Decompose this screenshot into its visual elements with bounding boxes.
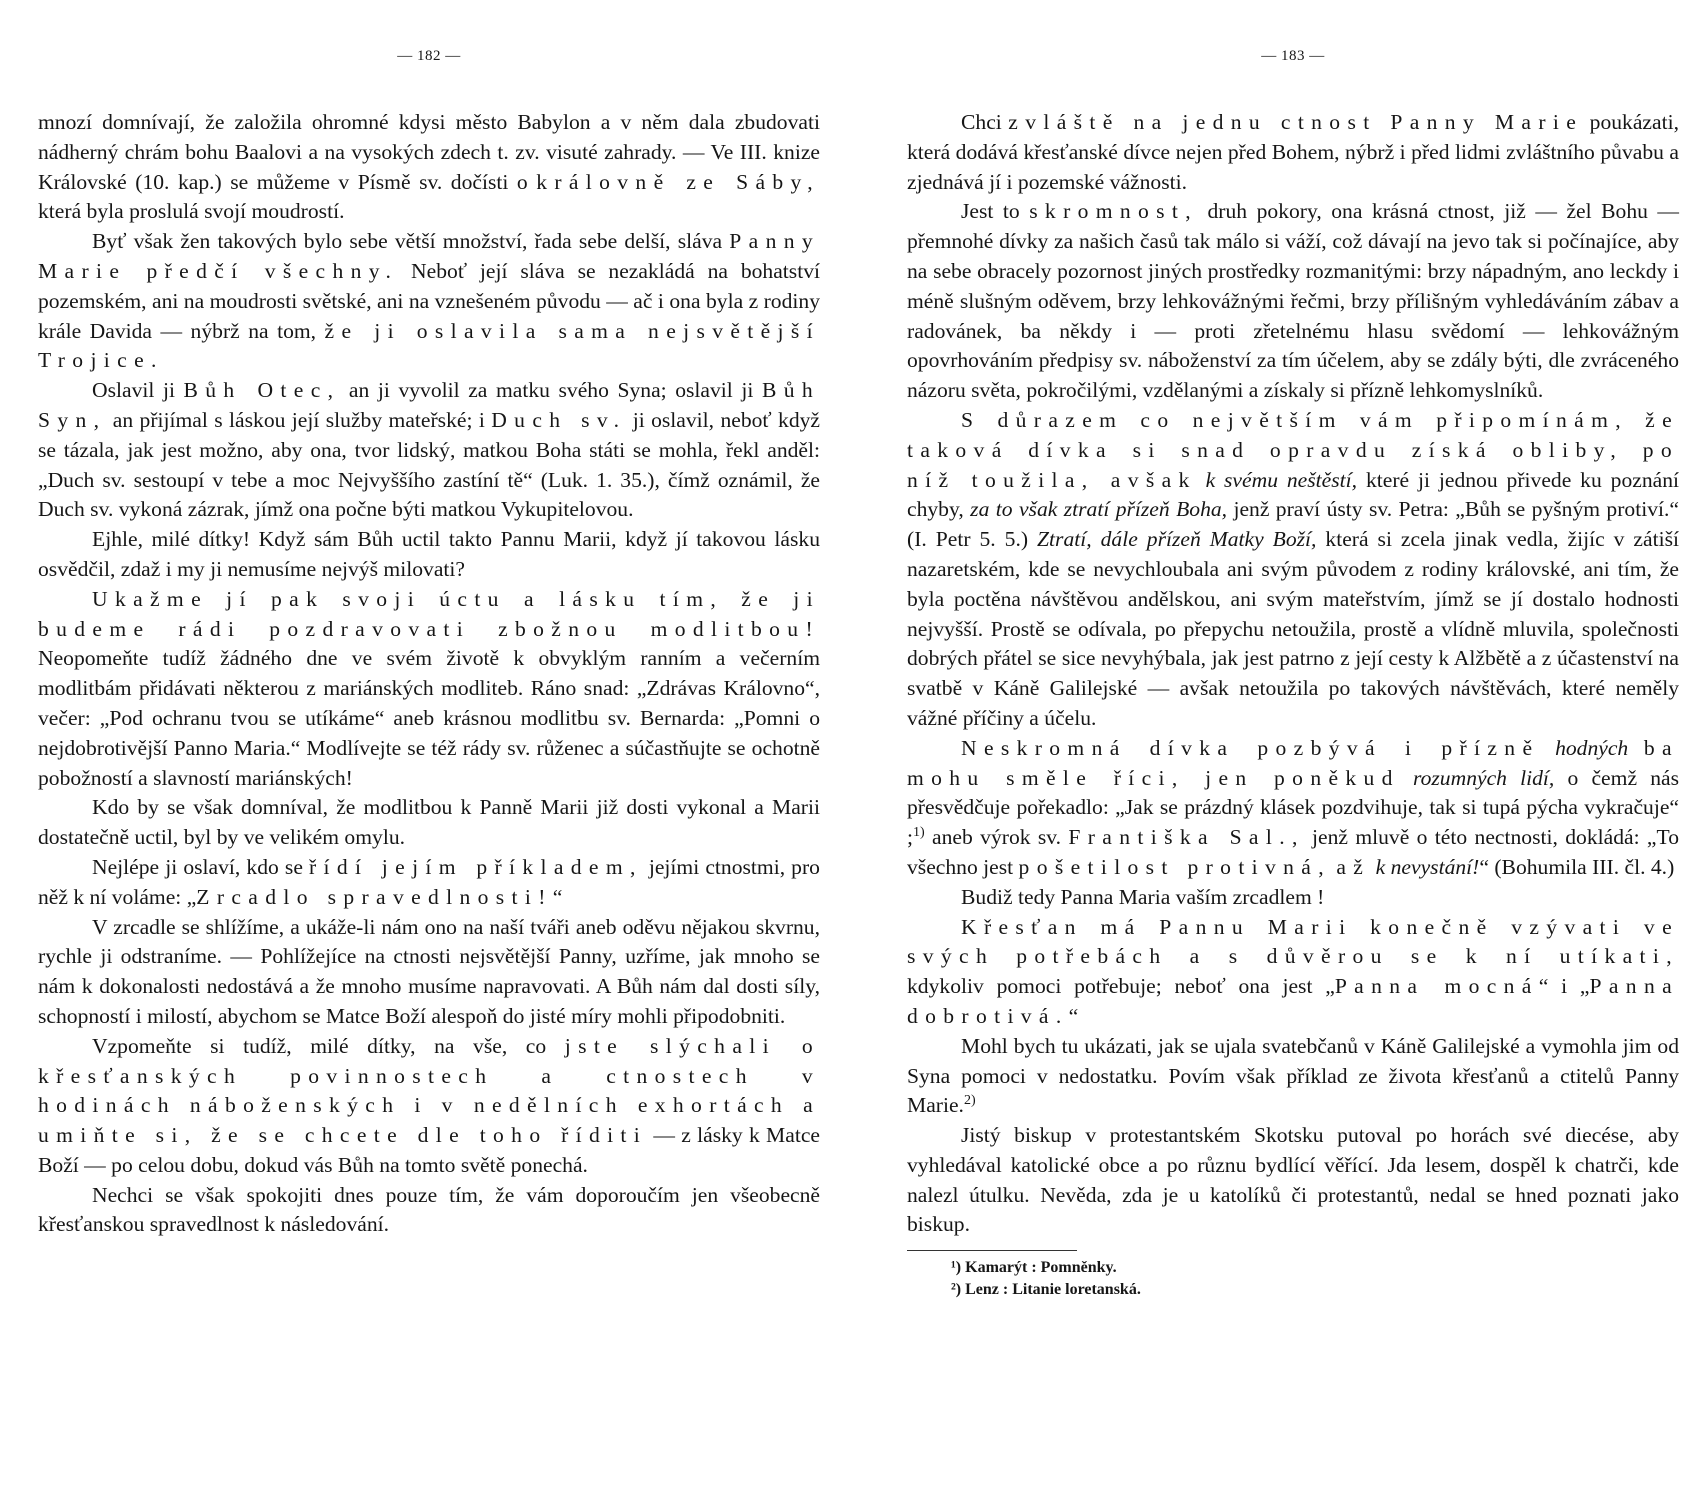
text-run: Neboť její sláva se nezakládá na bohatství pozemském, ani na moudrosti světské, ani na vznešeném původu — ač i ona byla z rodiny krále Davida — nýbrž na tom, xyxy=(38,258,820,343)
text-run xyxy=(1197,468,1206,492)
text-run: Jest to xyxy=(961,199,1030,224)
paragraph xyxy=(907,1032,1679,1121)
emphasis-text: Bůh Syn, xyxy=(38,378,820,432)
page-text xyxy=(907,108,1679,1240)
text-run: druh pokory, ona krásná ctnost, již — žel Bohu — přemnohé dívky za našich časů tak málo si váží, což dávají na jevo tak si počínajíce, aby na sebe obracely pozornost jiných prostředky rozmanitými: brzy nápadným, ano leckdy i méně slušným oděvem, brzy lehkovážnými řečmi, brzy přílišným vyhledáváním zábav a radovánek, ba někdy i — proti zřetelnému hlasu svědomí — lehkovážným opovrhováním předpisy sv. náboženství za tím účelem, aby se zdály býti, dle zvráceného názoru světa, pokročilými, vzdělanými a získaly si přízně lehkomyslníků. xyxy=(907,199,1680,403)
text-run: an ji vyvolil za matku svého Syna; oslavil ji xyxy=(340,378,762,403)
emphasis-text: pošetilost protivná, xyxy=(1018,854,1331,879)
paragraph xyxy=(38,585,820,794)
emphasis-text: Panna dobrotivá. xyxy=(907,974,1680,1028)
italic-text: Ztratí, dále přízeň Matky Boží, xyxy=(1037,527,1317,552)
text-run: která si zcela jinak vedla, žijíc v zátiší nazaretském, kde se nevychloubala ani svým původem z rodiny královské, ani tím, že byla poctěna návštěvou andělskou, ani svým mateřstvím, jímž se jí dostalo hodnosti nejvyšší. Prostě se odívala, po přepychu netoužila, prostě a vlídně mluvila, společnosti dobrých přátel se sice nevyhýbala, jak jest patrno z její cesty k Alžbětě a z účastenství na svatbě v Káně Galilejské — avšak netoužila po takových návštěvách, které neměly vážné příčiny a účelu. xyxy=(907,527,1679,730)
emphasis-text: Duch sv. xyxy=(491,407,627,432)
paragraph xyxy=(38,1181,820,1241)
text-run: “ i „ xyxy=(1538,974,1590,999)
text-run: aneb výrok sv. xyxy=(924,825,1069,850)
italic-text: k nevystání! xyxy=(1375,854,1480,879)
text-run: jenž mluvě o této nectnosti, dokládá: „To všechno jest xyxy=(907,825,1679,879)
text-run: ji oslavil, neboť když se tázala, jak jest možno, aby ona, tvor lidský, matkou Boha státi se mohla, řekl anděl: „Duch sv. sestoupí v tebe a moc Nejvyššího zastíní tě“ (Luk. 1. 35.), čímž oznámil, že Duch sv. vykoná zázrak, jímž ona počne býti matkou Vykupitelovou. xyxy=(38,407,821,522)
emphasis-text: že ji oslavila sama nejsvětější Trojice. xyxy=(38,318,820,373)
footnote: ²) Lenz : Litanie loretanská. xyxy=(951,1281,1141,1299)
page-number: — 182 — xyxy=(397,48,461,64)
emphasis-text: Ukažme jí pak svoji úctu a lásku tím, že ji budeme rádi pozdravovati zbožnou modlitbou! xyxy=(38,586,820,641)
emphasis-text: až xyxy=(1336,854,1371,879)
text-run: “ (Bohumila III. čl. 4.) xyxy=(1479,854,1675,879)
footnotes xyxy=(907,1257,1679,1301)
italic-text: rozumných lidí, xyxy=(1413,765,1555,790)
paragraph xyxy=(38,853,820,913)
text-run: Kdo by se však domníval, že modlitbou k Panně Marii již dosti vykonal a Marii dostatečně uctil, byl by ve velikém omylu. xyxy=(38,795,820,850)
paragraph xyxy=(38,227,820,376)
text-run: — z lásky k Matce Boží — po celou dobu, dokud vás Bůh na tomto světě ponechá. xyxy=(38,1123,820,1177)
text-run: an přijímal s láskou její služby mateřské; i xyxy=(106,407,492,432)
text-run xyxy=(1539,736,1555,760)
emphasis-text: zvláště na jednu ctnost Panny Marie xyxy=(1008,110,1584,134)
text-run: které ji jednou přivede ku poznání chyby, xyxy=(907,467,1680,522)
paragraph xyxy=(907,734,1679,883)
paragraph xyxy=(38,1032,820,1181)
emphasis-text: královně ze Sáby, xyxy=(536,169,820,194)
text-run xyxy=(1400,766,1413,790)
text-run: Nechci se však spokojiti dnes pouze tím, že vám doporoučím jen všeobecně křesťanskou spravedlnost k následování. xyxy=(38,1182,820,1237)
paragraph xyxy=(38,376,820,525)
emphasis-text: Panny Marie předčí všechny. xyxy=(38,229,820,283)
text-run: V zrcadle se shlížíme, a ukáže-li nám ono na naší tváři aneb oděvu nějakou skvrnu, rychle ji odstraníme. — Pohlížejíce na ctnosti nejsvětější Panny, uzříme, jak mnoho se nám k dokonalosti nedostává a že mnoho musíme napravovati. A Bůh nám dal dosti síly, schopností i milostí, abychom se Matce Boží alespoň do jisté míry mohli připodobniti. xyxy=(38,914,820,1028)
paragraph xyxy=(907,1121,1679,1240)
text-run: Neopomeňte tudíž žádného dne ve svém životě k obvyklým ranním a večerním modlitbám přidávati některou z mariánských modliteb. Ráno snad: „Zdrávas Královno“, večer: „Pod ochranu tvou se utíkáme“ aneb krásnou modlitbu sv. Bernarda: „Pomni o nejdobrotivější Panno Maria.“ Modlívejte se též rády sv. růženec a súčastňujte se ochotně pobožností a slavností mariánských! xyxy=(38,646,820,790)
text-run: Vzpomeňte si tudíž, milé dítky, na vše, co xyxy=(92,1033,565,1058)
text-run: jenž praví ústy sv. Petra: „Bůh se pyšným protiví.“ (I. Petr 5. 5.) xyxy=(907,497,1679,552)
emphasis-text: jste slýchali o křesťanských povinnostech a ctnostech v hodinách náboženských i v nedělních exhortách a umiňte si, že se chcete dle toho říditi xyxy=(38,1033,820,1148)
page-text xyxy=(38,108,820,1240)
footnote-ref: 2) xyxy=(963,1092,976,1109)
text-run: která byla proslulá svojí moudrostí. xyxy=(38,199,345,224)
text-run: mnozí domnívají, že založila ohromné kdysi město Babylon a v něm dala zbudovati nádherný chrám bohu Baalovi a na vysokých zdech t. zv. visuté zahrady. — Ve III. knize Královské (10. kap.) se můžeme v Písmě sv. dočísti o xyxy=(38,110,820,194)
text-run: o čemž nás přesvědčuje pořekadlo: „Jak se prázdný klásek pozdvihuje, tak si tupá pýcha vykračuje“ ; xyxy=(907,765,1679,850)
page-number: — 183 — xyxy=(1261,48,1325,64)
text-run: “ xyxy=(552,884,563,909)
emphasis-text: Františka Sal., xyxy=(1068,825,1305,850)
emphasis-text: S důrazem co největším vám připomínám, že taková dívka si snad opravdu získá obliby, po níž toužila, avšak xyxy=(907,407,1679,492)
text-run: Ejhle, milé dítky! Když sám Bůh uctil takto Pannu Marii, když jí takovou lásku osvědčil, zdaž i my ji nemusíme nejvýš milovati? xyxy=(38,527,820,581)
paragraph xyxy=(38,913,820,1032)
emphasis-text: skromnost, xyxy=(1029,199,1199,224)
paragraph xyxy=(907,108,1679,197)
text-run: poukázati, která dodává křesťanské dívce nejen před Bohem, nýbrž i před lidmi zvláštního půvabu a zjednává jí i pozemské vážnosti. xyxy=(907,110,1679,194)
footnote-rule xyxy=(907,1250,1077,1251)
italic-text: hodných xyxy=(1555,735,1629,760)
text-run: Jistý biskup v protestantském Skotsku putoval po horách své diecése, aby vyhledával katolické obce a po různu bydlící věřící. Jda lesem, dospěl k chatrči, kde nalezl útulku. Nevěda, zda je u katolíků či protestantů, nedal se hned poznati jako biskup. xyxy=(907,1123,1679,1237)
text-run: Nejlépe ji oslaví, kdo se xyxy=(92,854,309,879)
text-run: Mohl bych tu ukázati, jak se ujala svatebčanů v Káně Galilejské a vymohla jim od Syna pomoci v nedostatku. Povím však příklad ze života křesťanů a ctitelů Panny Marie. xyxy=(907,1033,1679,1118)
paragraph xyxy=(38,108,820,227)
paragraph xyxy=(907,406,1679,734)
italic-text: za to však ztratí přízeň Boha, xyxy=(970,497,1228,522)
paragraph xyxy=(907,197,1679,406)
emphasis-text: Bůh Otec, xyxy=(183,378,341,403)
emphasis-text: Křesťan má Pannu Marii konečně vzývati ve svých potřebách a s důvěrou se k ní utíkati, xyxy=(907,914,1679,969)
emphasis-text: Panna mocná xyxy=(1334,974,1539,999)
text-run: Chci xyxy=(961,110,1009,134)
text-run: “ xyxy=(1068,1003,1079,1028)
text-run xyxy=(1628,736,1644,760)
text-run: kdykoliv pomoci potřebuje; neboť ona jest „ xyxy=(907,974,1335,999)
paragraph xyxy=(907,883,1679,913)
emphasis-text: ba mohu směle říci, jen poněkud xyxy=(907,735,1679,790)
footnote: ¹) Kamarýt : Pomněnky. xyxy=(951,1259,1117,1277)
text-run: Oslavil ji xyxy=(92,378,184,403)
italic-text: k svému neštěstí, xyxy=(1205,467,1358,492)
text-run: Byť však žen takových bylo sebe větší množství, řada sebe delší, sláva xyxy=(92,229,730,254)
emphasis-text: Neskromná dívka pozbývá i přízně xyxy=(961,735,1540,760)
paragraph xyxy=(907,913,1679,1032)
paragraph xyxy=(38,525,820,585)
emphasis-text: Zrcadlo spravedlnosti! xyxy=(196,884,553,909)
paragraph xyxy=(38,793,820,853)
footnote-ref: 1) xyxy=(913,823,925,840)
emphasis-text: řídí jejím příkladem, xyxy=(309,854,643,879)
text-run: Budiž tedy Panna Maria vaším zrcadlem ! xyxy=(961,884,1325,909)
right-page xyxy=(907,0,1679,1301)
left-page xyxy=(38,0,820,1240)
text-run: jejími ctnostmi, pro něž k ní voláme: „ xyxy=(38,854,820,909)
